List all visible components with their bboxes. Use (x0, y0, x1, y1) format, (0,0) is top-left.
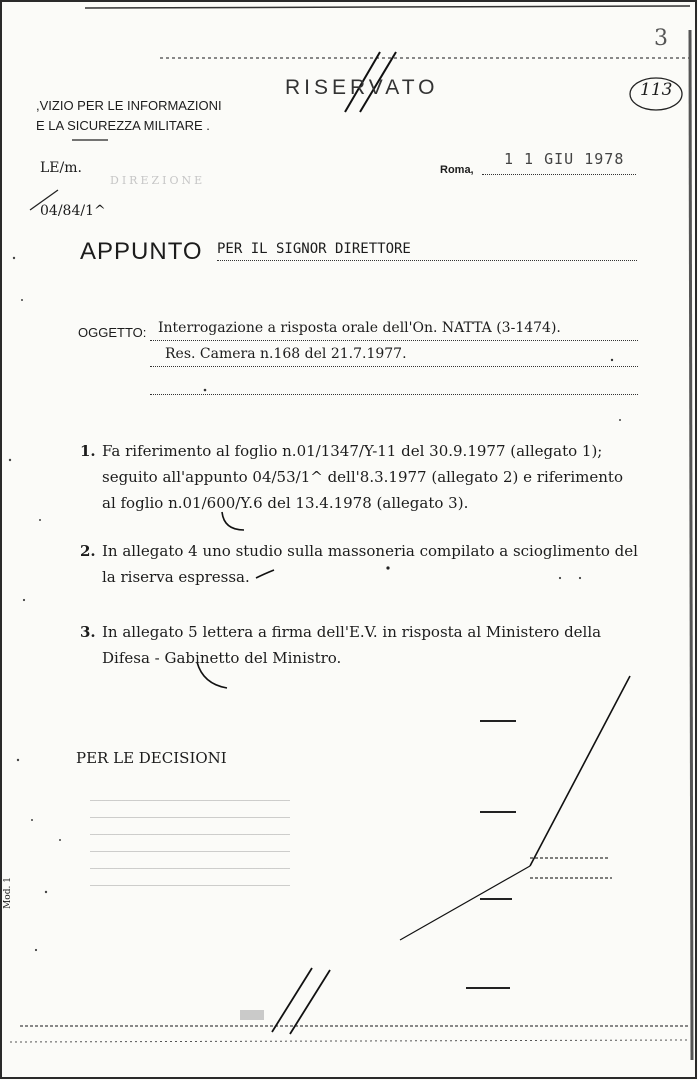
item-2 (80, 538, 640, 590)
subject-line-1: Interrogazione a risposta orale dell'On. NATTA (3-1474). (158, 320, 561, 336)
item-2-line-1: In allegato 4 uno studio sulla massoneria compilato a scioglimento del (102, 542, 638, 560)
page-number: 3 (654, 26, 668, 51)
item-3-line-2: Difesa - Gabinetto del Ministro. (102, 649, 342, 667)
date-stamp: 1 1 GIU 1978 (504, 150, 625, 168)
item-1-line-2: seguito all'appunto 04/53/1^ dell'8.3.1977 (allegato 2) e riferimento (102, 468, 623, 486)
date-line (482, 174, 636, 175)
subject-line-2: Res. Camera n.168 del 21.7.1977. (165, 346, 407, 362)
faint-bleed-through (90, 790, 290, 890)
closing-label: PER LE DECISIONI (76, 749, 227, 767)
item-1 (80, 438, 640, 516)
subject-underline-3 (150, 394, 638, 395)
item-2-line-2: la riserva espressa. (102, 568, 250, 586)
bottom-smudge (240, 1010, 264, 1020)
agency-line-1: ,VIZIO PER LE INFORMAZIONI (36, 98, 222, 113)
subject-underline-1 (150, 340, 638, 341)
reference-initials: LE/m. (40, 160, 82, 176)
item-2-number: 2. (80, 542, 96, 560)
item-1-number: 1. (80, 442, 96, 460)
addressee-line (217, 260, 637, 261)
faint-header-line: DIREZIONE (110, 174, 206, 187)
item-1-line-3: al foglio n.01/600/Y.6 del 13.4.1978 (allegato 3). (102, 494, 469, 512)
agency-line-2: E LA SICUREZZA MILITARE . (36, 118, 210, 133)
document-title: APPUNTO (80, 238, 203, 265)
item-1-line-1: Fa riferimento al foglio n.01/1347/Y-11 del 30.9.1977 (allegato 1); (102, 442, 603, 460)
margin-note: Mod. 1 (2, 877, 13, 909)
subject-underline-2 (150, 366, 638, 367)
item-3 (80, 619, 640, 671)
item-3-number: 3. (80, 623, 96, 641)
subject-label: OGGETTO: (78, 325, 147, 340)
item-3-line-1: In allegato 5 lettera a firma dell'E.V. in risposta al Ministero della (102, 623, 602, 641)
protocol-number: 04/84/1^ (40, 203, 106, 219)
stamp-number: 113 (640, 80, 673, 100)
classification-stamp: RISERVATO (285, 76, 439, 99)
addressee: PER IL SIGNOR DIRETTORE (217, 241, 411, 257)
place-label: Roma, (440, 164, 474, 176)
